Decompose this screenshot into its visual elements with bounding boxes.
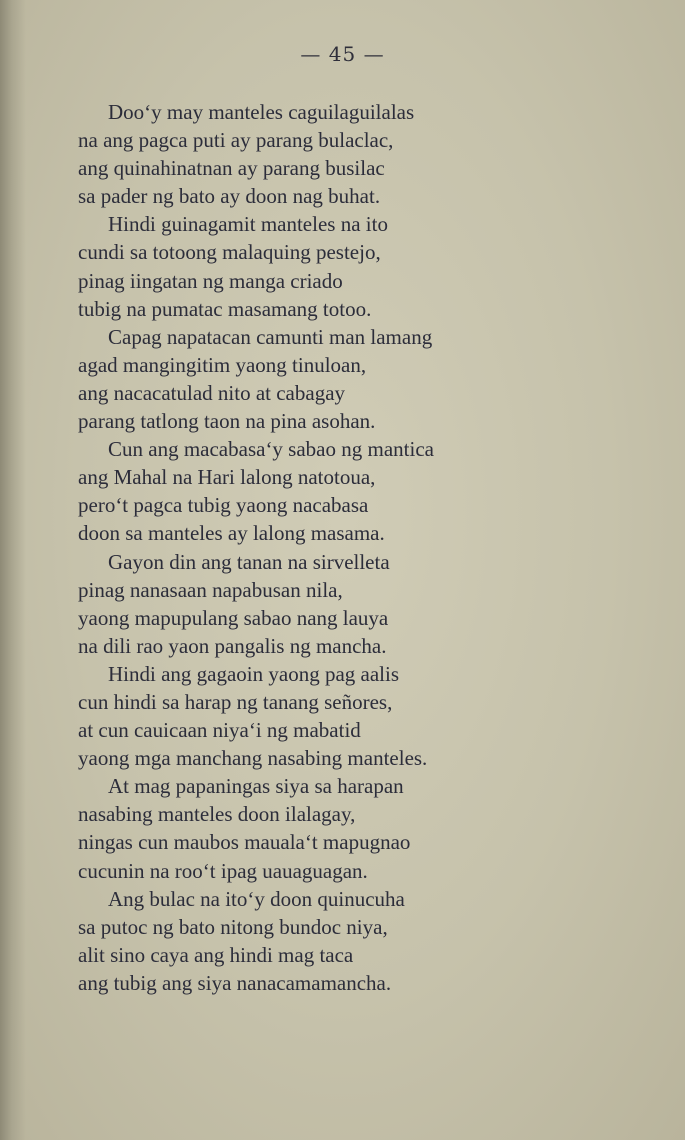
verse-line: alit sino caya ang hindi mag taca bbox=[78, 942, 354, 967]
verse-line: Ang bulac na ito‘y doon quinucuha bbox=[108, 886, 405, 911]
stanza-1 bbox=[78, 98, 558, 210]
verse-line: yaong mapupulang sabao nang lauya bbox=[78, 605, 389, 630]
verse-line: agad mangingitim yaong tinuloan, bbox=[78, 352, 367, 377]
verse-line: Doo‘y may manteles caguilaguilalas bbox=[108, 100, 415, 124]
verse-line: sa pader ng bato ay doon nag buhat. bbox=[78, 184, 381, 209]
verse-line: sa putoc ng bato nitong bundoc niya, bbox=[78, 914, 388, 939]
verse-line: parang tatlong taon na pina asohan. bbox=[78, 409, 376, 434]
verse-line: Gayon din ang tanan na sirvelleta bbox=[108, 549, 390, 574]
verse-line: ang tubig ang siya nanacamamancha. bbox=[78, 970, 392, 995]
verse-line: tubig na pumatac masamang totoo. bbox=[78, 296, 372, 321]
stanza-4 bbox=[78, 435, 558, 547]
verse-line: At mag papaningas siya sa harapan bbox=[108, 774, 404, 799]
verse-line: cun hindi sa harap ng tanang señores, bbox=[78, 689, 393, 714]
verse-line: ningas cun maubos mauala‘t mapugnao bbox=[78, 830, 411, 855]
verse-line: ang nacacatulad nito at cabagay bbox=[78, 380, 346, 405]
stanza-3 bbox=[78, 323, 558, 435]
verse-line: na dili rao yaon pangalis ng mancha. bbox=[78, 633, 387, 658]
verse-line: nasabing manteles doon ilalagay, bbox=[78, 802, 356, 827]
verse-line: pinag iingatan ng manga criado bbox=[78, 268, 343, 293]
verse-line: pero‘t pagca tubig yaong nacabasa bbox=[78, 493, 369, 518]
verse-line: at cun cauicaan niya‘i ng mabatid bbox=[78, 718, 361, 743]
stanza-6 bbox=[78, 660, 558, 772]
verse-line: ang Mahal na Hari lalong natotoua, bbox=[78, 465, 376, 490]
verse-line: doon sa manteles ay lalong masama. bbox=[78, 521, 385, 546]
page-binding-shadow bbox=[0, 0, 26, 1140]
verse-line: Capag napatacan camunti man lamang bbox=[108, 324, 433, 349]
stanza-8 bbox=[78, 885, 558, 997]
verse-line: pinag nanasaan napabusan nila, bbox=[78, 577, 343, 602]
verse-line: na ang pagca puti ay parang bulaclac, bbox=[78, 128, 394, 153]
verse-line: ang quinahinatnan ay parang busilac bbox=[78, 156, 385, 181]
page-number: — 45 — bbox=[300, 42, 385, 66]
verse-line: cucunin na roo‘t ipag uauaguagan. bbox=[78, 858, 368, 883]
verse-line: Hindi ang gagaoin yaong pag aalis bbox=[108, 661, 400, 686]
stanza-7 bbox=[78, 772, 558, 884]
poem-text bbox=[78, 98, 558, 997]
verse-line: Hindi guinagamit manteles na ito bbox=[108, 212, 388, 237]
verse-line: cundi sa totoong malaquing pestejo, bbox=[78, 240, 381, 265]
stanza-2 bbox=[78, 210, 558, 322]
verse-line: yaong mga manchang nasabing manteles. bbox=[78, 746, 428, 771]
stanza-5 bbox=[78, 548, 558, 660]
verse-line: Cun ang macabasa‘y sabao ng mantica bbox=[108, 437, 434, 462]
